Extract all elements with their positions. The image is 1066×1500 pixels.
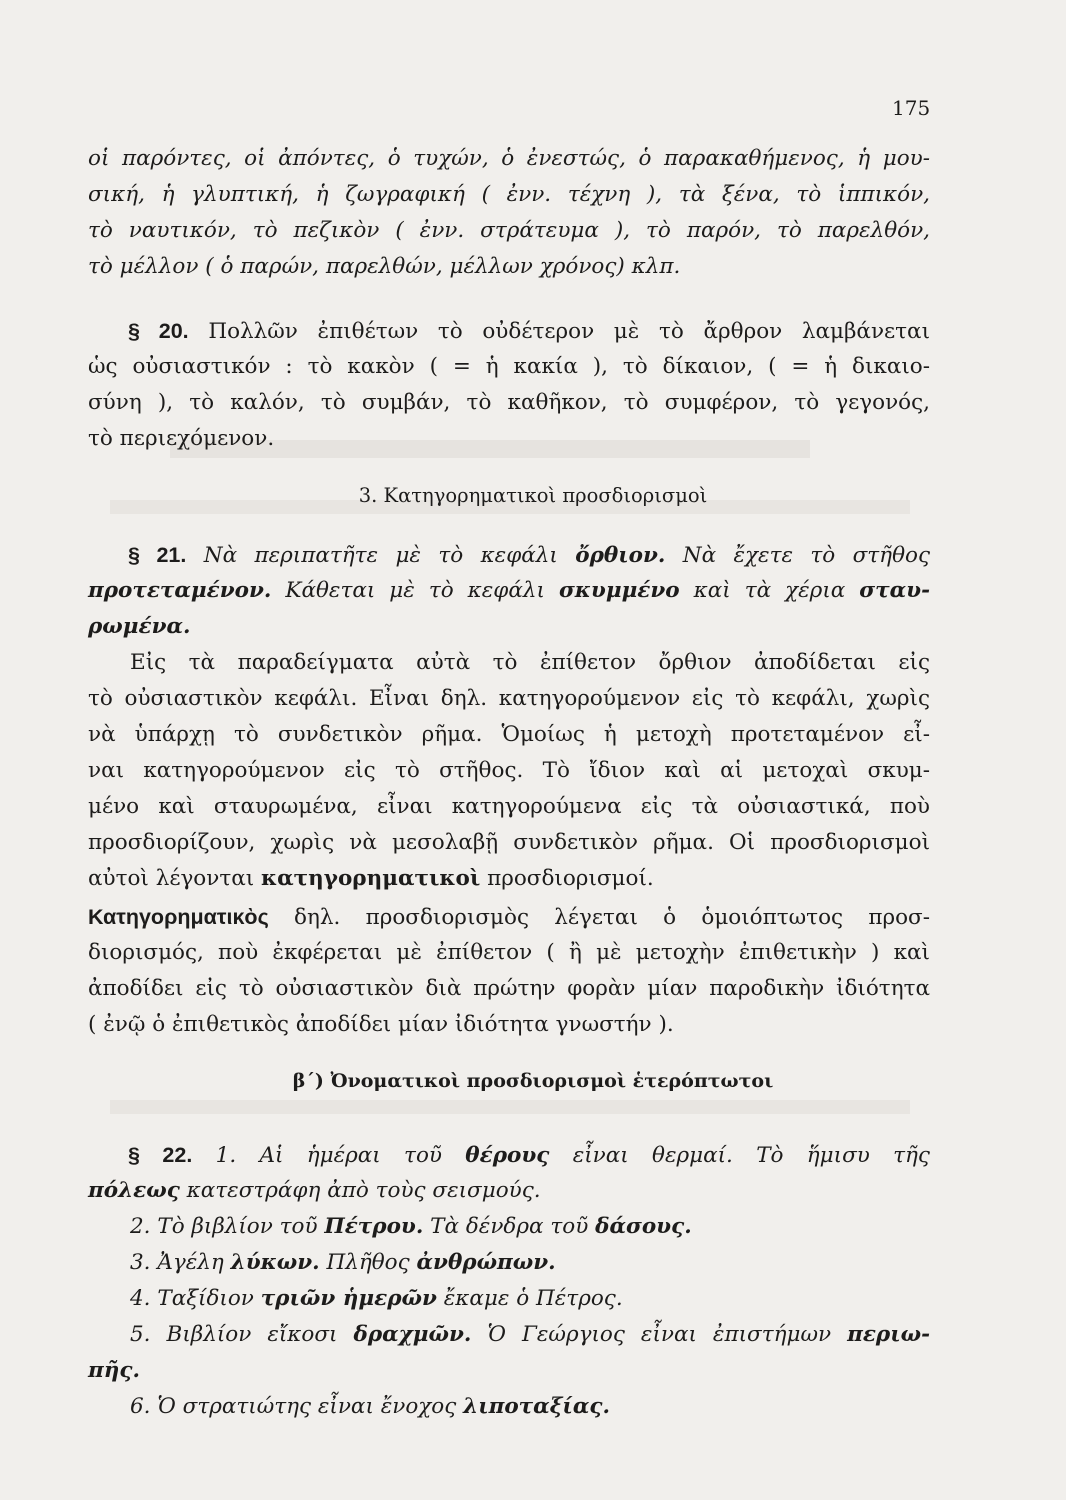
section-22-line: 4. Ταξίδιον τριῶν ἡμερῶν ἔκαμε ὁ Πέτρος. bbox=[130, 1286, 623, 1311]
section-22-line: 2. Τὸ βιβλίον τοῦ Πέτρου. Τὰ δένδρα τοῦ δάσους. bbox=[130, 1214, 692, 1239]
section-21-line: § 21. Νὰ περιπατῆτε μὲ τὸ κεφάλι ὄρθιον. Νὰ ἔχετε τὸ στῆθος bbox=[128, 543, 930, 568]
section-21-line: μένο καὶ σταυρωμένα, εἶναι κατηγορούμενα εἰς τὰ οὐσιαστικά, ποὺ bbox=[88, 794, 930, 819]
definition-line: ἀποδίδει εἰς τὸ οὐσιαστικὸν διὰ πρώτην φορὰν μίαν παροδικὴν ἰδιότητα bbox=[88, 976, 930, 1001]
paragraph-line: τὸ ναυτικόν, τὸ πεζικὸν ( ἐνν. στράτευμα ), τὸ παρόν, τὸ παρελθόν, bbox=[88, 218, 930, 243]
section-21-line: αὐτοὶ λέγονται κατηγορηματικοὶ προσδιορισμοί. bbox=[88, 866, 654, 891]
definition-line: διορισμός, ποὺ ἐκφέρεται μὲ ἐπίθετον ( ἢ μὲ μετοχὴν ἐπιθετικὴν ) καὶ bbox=[88, 940, 930, 965]
definition-line: Κατηγορηματικὸς δηλ. προσδιορισμὸς λέγεται ὁ ὁμοιόπτωτος προσ- bbox=[88, 905, 930, 930]
section-22-line: 3. Ἀγέλη λύκων. Πλῆθος ἀνθρώπων. bbox=[130, 1250, 556, 1275]
definition-line: ( ἐνῷ ὁ ἐπιθετικὸς ἀποδίδει μίαν ἰδιότητα γνωστήν ). bbox=[88, 1012, 674, 1037]
subsection-heading: β΄) Ὀνοματικοὶ προσδιορισμοὶ ἑτερόπτωτοι bbox=[292, 1070, 774, 1092]
section-22-line: § 22. 1. Αἱ ἡμέραι τοῦ θέρους εἶναι θερμαί. Τὸ ἥμισυ τῆς bbox=[128, 1143, 930, 1168]
section-21-line: νὰ ὑπάρχῃ τὸ συνδετικὸν ρῆμα. Ὁμοίως ἡ μετοχὴ προτεταμένον εἶ- bbox=[88, 722, 930, 747]
section-20-line: ὡς οὐσιαστικόν : τὸ κακὸν ( = ἡ κακία ), τὸ δίκαιον, ( = ἡ δικαιο- bbox=[88, 354, 930, 379]
section-20-line: σύνη ), τὸ καλόν, τὸ συμβάν, τὸ καθῆκον, τὸ συμφέρον, τὸ γεγονός, bbox=[88, 390, 930, 415]
section-22-line: 5. Βιβλίον εἴκοσι δραχμῶν. Ὁ Γεώργιος εἶναι ἐπιστήμων περιω- bbox=[130, 1322, 931, 1347]
page-number: 175 bbox=[892, 96, 931, 120]
section-20-line: § 20. Πολλῶν ἐπιθέτων τὸ οὐδέτερον μὲ τὸ ἄρθρον λαμβάνεται bbox=[128, 319, 930, 344]
section-22-line: πόλεως κατεστράφη ἀπὸ τοὺς σεισμούς. bbox=[88, 1178, 541, 1203]
section-number: § 20. bbox=[128, 319, 189, 343]
section-22-line: πῆς. bbox=[88, 1358, 140, 1383]
section-20-line: τὸ περιεχόμενον. bbox=[88, 426, 275, 451]
section-21-line: προτεταμένον. Κάθεται μὲ τὸ κεφάλι σκυμμένο καὶ τὰ χέρια σταυ- bbox=[88, 578, 931, 603]
paragraph-line: σική, ἡ γλυπτική, ἡ ζωγραφική ( ἐνν. τέχνη ), τὰ ξένα, τὸ ἱππικόν, bbox=[88, 182, 930, 207]
bleed-through-shadow bbox=[110, 1100, 910, 1114]
paragraph-line: οἱ παρόντες, οἱ ἀπόντες, ὁ τυχών, ὁ ἐνεστώς, ὁ παρακαθήμενος, ἡ μου- bbox=[88, 146, 930, 171]
section-21-line: τὸ οὐσιαστικὸν κεφάλι. Εἶναι δηλ. κατηγορούμενον εἰς τὸ κεφάλι, χωρὶς bbox=[88, 686, 930, 711]
section-heading: 3. Κατηγορηματικοὶ προσδιορισμοὶ bbox=[358, 484, 708, 507]
section-21-line: ρωμένα. bbox=[88, 614, 191, 639]
defined-term: Κατηγορηματικὸς bbox=[88, 905, 269, 929]
section-22-line: 6. Ὁ στρατιώτης εἶναι ἔνοχος λιποταξίας. bbox=[130, 1394, 610, 1419]
section-21-line: Εἰς τὰ παραδείγματα αὐτὰ τὸ ἐπίθετον ὄρθιον ἀποδίδεται εἰς bbox=[130, 650, 930, 675]
paragraph-line: τὸ μέλλον ( ὁ παρών, παρελθών, μέλλων χρόνος) κλπ. bbox=[88, 254, 681, 279]
section-21-line: ναι κατηγορούμενον εἰς τὸ στῆθος. Τὸ ἴδιον καὶ αἱ μετοχαὶ σκυμ- bbox=[88, 758, 930, 783]
section-21-line: προσδιορίζουν, χωρὶς νὰ μεσολαβῇ συνδετικὸν ρῆμα. Οἱ προσδιορισμοὶ bbox=[88, 830, 930, 855]
